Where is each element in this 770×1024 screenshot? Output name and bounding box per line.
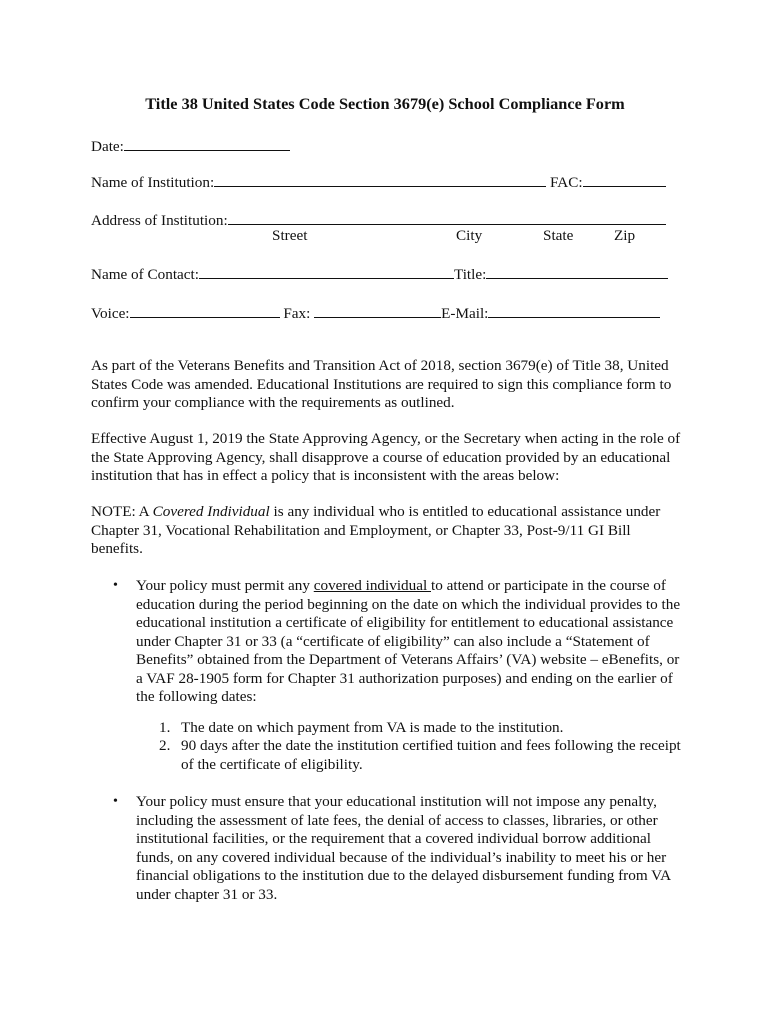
date-row	[91, 135, 290, 157]
list-item-2: 90 days after the date the institution certified tuition and fees following the receipt of the certificate of eligibility.	[181, 737, 681, 773]
contact-label: Name of Contact:	[91, 266, 199, 283]
intro-paragraph	[91, 357, 681, 413]
contact-title-label: Title:	[453, 266, 487, 283]
list-item-1: The date on which payment from VA is made to the institution.	[181, 719, 564, 736]
voice-field[interactable]	[130, 302, 280, 318]
institution-label: Name of Institution:	[91, 174, 215, 191]
address-label: Address of Institution:	[91, 212, 228, 229]
institution-row	[91, 171, 666, 193]
email-field[interactable]	[488, 302, 660, 318]
contact-field[interactable]	[199, 263, 454, 279]
bullet1-before: Your policy must permit any	[136, 577, 314, 594]
bullet-marker: •	[113, 578, 118, 593]
bullet1-after: to attend or participate in the course of education during the period beginning on the date on which the individual provides to the educational institution a certificate of eligibility for entitlement to educational assistance under Chapter 31 or 33 (a “certificate of eligibility” can also include a “Statement of Benefits” obtained from the Department of Veterans Affairs’ (VA) website – eBenefits, or a VAF 28-1905 form for Chapter 31 authorization purposes) and ending on the earlier of the following dates:	[136, 577, 681, 705]
fac-label: FAC:	[549, 174, 583, 191]
contact-row	[91, 263, 668, 285]
address-street-caption: Street	[272, 227, 308, 244]
note-paragraph	[91, 503, 681, 559]
fac-field[interactable]	[583, 171, 666, 187]
fax-field[interactable]	[314, 302, 441, 318]
address-state-caption: State	[543, 227, 574, 244]
date-label: Date:	[91, 138, 124, 155]
address-field[interactable]	[228, 209, 666, 225]
page-title: Title 38 United States Code Section 3679(e) School Compliance Form	[145, 94, 625, 113]
address-row	[91, 209, 666, 231]
list-number-2: 2.	[159, 737, 171, 754]
note-rest: is any individual who is entitled to educational assistance under Chapter 31, Vocational Rehabilitation and Employment, or Chapter 33, Post-9/11 GI Bill benefits.	[91, 503, 661, 557]
list-number-1: 1.	[159, 719, 171, 736]
bullet1-underlined: covered individual	[313, 577, 431, 594]
effective-paragraph	[91, 430, 681, 486]
bullet-marker: •	[113, 794, 118, 809]
address-zip-caption: Zip	[614, 227, 636, 244]
note-prefix: NOTE: A	[91, 503, 153, 520]
address-city-caption: City	[456, 227, 483, 244]
note-text	[91, 503, 681, 559]
bullet-item-penalty: Your policy must ensure that your educational institution will not impose any penalty, including the assessment of late fees, the denial of access to classes, libraries, or other institutional facilities, or the requirement that a covered individual borrow additional funds, on any covered individual because of the individual’s inability to meet his or her financial obligations to the institution due to the delayed disbursement funding from VA under chapter 31 or 33.	[136, 793, 671, 903]
fax-label: Fax:	[283, 305, 311, 322]
intro-text: As part of the Veterans Benefits and Transition Act of 2018, section 3679(e) of Title 38, United States Code was amended. Educational Institutions are required to sign this compliance form to confirm your compliance with the requirements as outlined.	[91, 357, 672, 411]
note-term: Covered Individual	[152, 503, 270, 520]
bullet-item-permit	[136, 577, 686, 707]
email-label: E-Mail:	[441, 305, 489, 322]
effective-text: Effective August 1, 2019 the State Approving Agency, or the Secretary when acting in the role of the State Approving Agency, shall disapprove a course of education provided by an educational institution that has in effect a policy that is inconsistent with the areas below:	[91, 430, 681, 484]
date-field[interactable]	[124, 135, 290, 151]
institution-field[interactable]	[214, 171, 546, 187]
contact-title-field[interactable]	[486, 263, 668, 279]
voice-label: Voice:	[91, 305, 130, 322]
phone-row	[91, 302, 660, 324]
